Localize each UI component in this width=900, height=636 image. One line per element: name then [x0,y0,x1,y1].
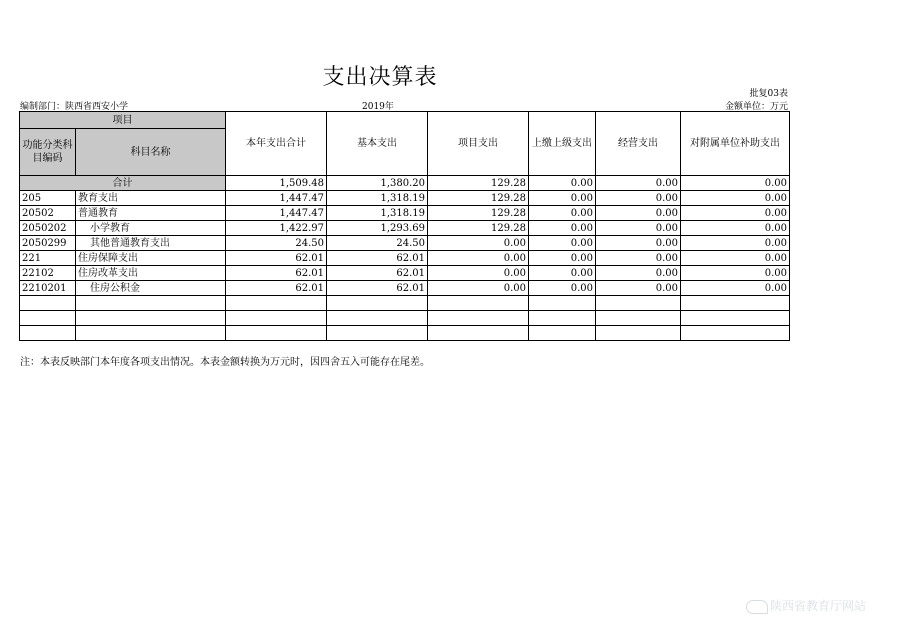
row-name: 普通教育 [76,206,226,221]
header-subsidy: 对附属单位补助支出 [681,112,790,176]
empty-cell [226,326,327,341]
row-value: 62.01 [327,281,428,296]
row-value: 0.00 [428,236,529,251]
row-code: 205 [20,191,76,206]
empty-cell [428,296,529,311]
meta-row [20,99,788,111]
row-value: 24.50 [226,236,327,251]
row-value: 0.00 [681,236,790,251]
empty-cell [76,296,226,311]
empty-cell [76,311,226,326]
empty-cell [20,326,76,341]
row-value: 0.00 [529,236,596,251]
row-value: 0.00 [596,221,681,236]
row-value: 0.00 [681,191,790,206]
table-row [20,191,790,206]
empty-cell [327,311,428,326]
row-value: 62.01 [226,251,327,266]
empty-cell [226,311,327,326]
row-value: 1,318.19 [327,191,428,206]
row-value: 62.01 [327,266,428,281]
total-cell: 0.00 [681,176,790,191]
row-code: 20502 [20,206,76,221]
empty-row [20,311,790,326]
row-name: 住房公积金 [76,281,226,296]
row-value: 0.00 [681,266,790,281]
empty-cell [76,326,226,341]
empty-cell [596,326,681,341]
header-total: 本年支出合计 [226,112,327,176]
row-value: 1,447.47 [226,191,327,206]
row-value: 129.28 [428,206,529,221]
total-cell: 0.00 [596,176,681,191]
empty-cell [428,326,529,341]
report-title: 支出决算表 [322,65,438,90]
empty-cell [529,296,596,311]
row-value: 0.00 [681,281,790,296]
row-code: 22102 [20,266,76,281]
row-value: 0.00 [529,251,596,266]
row-value: 1,422.97 [226,221,327,236]
total-row [20,176,790,191]
watermark [746,597,866,614]
empty-row [20,326,790,341]
empty-cell [226,296,327,311]
header-item-group: 项目 [20,112,226,129]
total-label: 合计 [20,176,226,191]
empty-cell [20,296,76,311]
row-value: 0.00 [428,251,529,266]
unit-label: 金额单位：万元 [724,102,788,112]
total-cell: 1,380.20 [327,176,428,191]
total-cell: 129.28 [428,176,529,191]
row-value: 0.00 [596,206,681,221]
row-value: 0.00 [596,281,681,296]
row-value: 1,318.19 [327,206,428,221]
row-name: 住房改革支出 [76,266,226,281]
empty-cell [596,296,681,311]
row-value: 62.01 [327,251,428,266]
row-name: 住房保障支出 [76,251,226,266]
row-name: 其他普通教育支出 [76,236,226,251]
row-value: 62.01 [226,266,327,281]
row-value: 24.50 [327,236,428,251]
row-code: 221 [20,251,76,266]
empty-cell [327,326,428,341]
empty-row [20,296,790,311]
row-value: 1,293.69 [327,221,428,236]
table-row [20,281,790,296]
header-subject-name: 科目名称 [76,129,226,176]
row-value: 129.28 [428,191,529,206]
table-row [20,206,790,221]
empty-cell [529,326,596,341]
row-value: 0.00 [596,236,681,251]
row-value: 0.00 [428,266,529,281]
row-code: 2050202 [20,221,76,236]
row-value: 62.01 [226,281,327,296]
header-basic: 基本支出 [327,112,428,176]
leaf-logo-icon [746,600,768,614]
year-label: 2019年 [362,102,394,112]
empty-cell [681,296,790,311]
row-value: 0.00 [681,221,790,236]
empty-cell [529,311,596,326]
row-code: 2050299 [20,236,76,251]
row-value: 129.28 [428,221,529,236]
footnote: 注：本表反映部门本年度各项支出情况。本表金额转换为万元时，因四舍五入可能存在尾差。 [20,357,430,368]
total-cell: 1,509.48 [226,176,327,191]
row-value: 1,447.47 [226,206,327,221]
table-row [20,236,790,251]
form-number: 批复03表 [749,89,788,99]
row-value: 0.00 [529,221,596,236]
empty-cell [681,326,790,341]
header-business: 经营支出 [596,112,681,176]
table-row [20,221,790,236]
row-value: 0.00 [529,206,596,221]
row-value: 0.00 [681,206,790,221]
empty-cell [596,311,681,326]
department-label: 编制部门：陕西省西安小学 [20,102,129,112]
empty-cell [428,311,529,326]
empty-cell [681,311,790,326]
row-value: 0.00 [529,281,596,296]
empty-cell [20,311,76,326]
header-upper: 上缴上级支出 [529,112,596,176]
empty-cell [327,296,428,311]
row-name: 小学教育 [76,221,226,236]
row-value: 0.00 [428,281,529,296]
row-value: 0.00 [596,191,681,206]
row-name: 教育支出 [76,191,226,206]
watermark-text: 陕西省教育厅网站 [769,599,866,613]
expenditure-table [19,111,790,341]
row-value: 0.00 [529,191,596,206]
row-value: 0.00 [596,266,681,281]
table-row [20,266,790,281]
header-func-code: 功能分类科目编码 [20,129,76,176]
table-row [20,251,790,266]
total-cell: 0.00 [529,176,596,191]
row-code: 2210201 [20,281,76,296]
row-value: 0.00 [681,251,790,266]
row-value: 0.00 [596,251,681,266]
row-value: 0.00 [529,266,596,281]
header-project: 项目支出 [428,112,529,176]
